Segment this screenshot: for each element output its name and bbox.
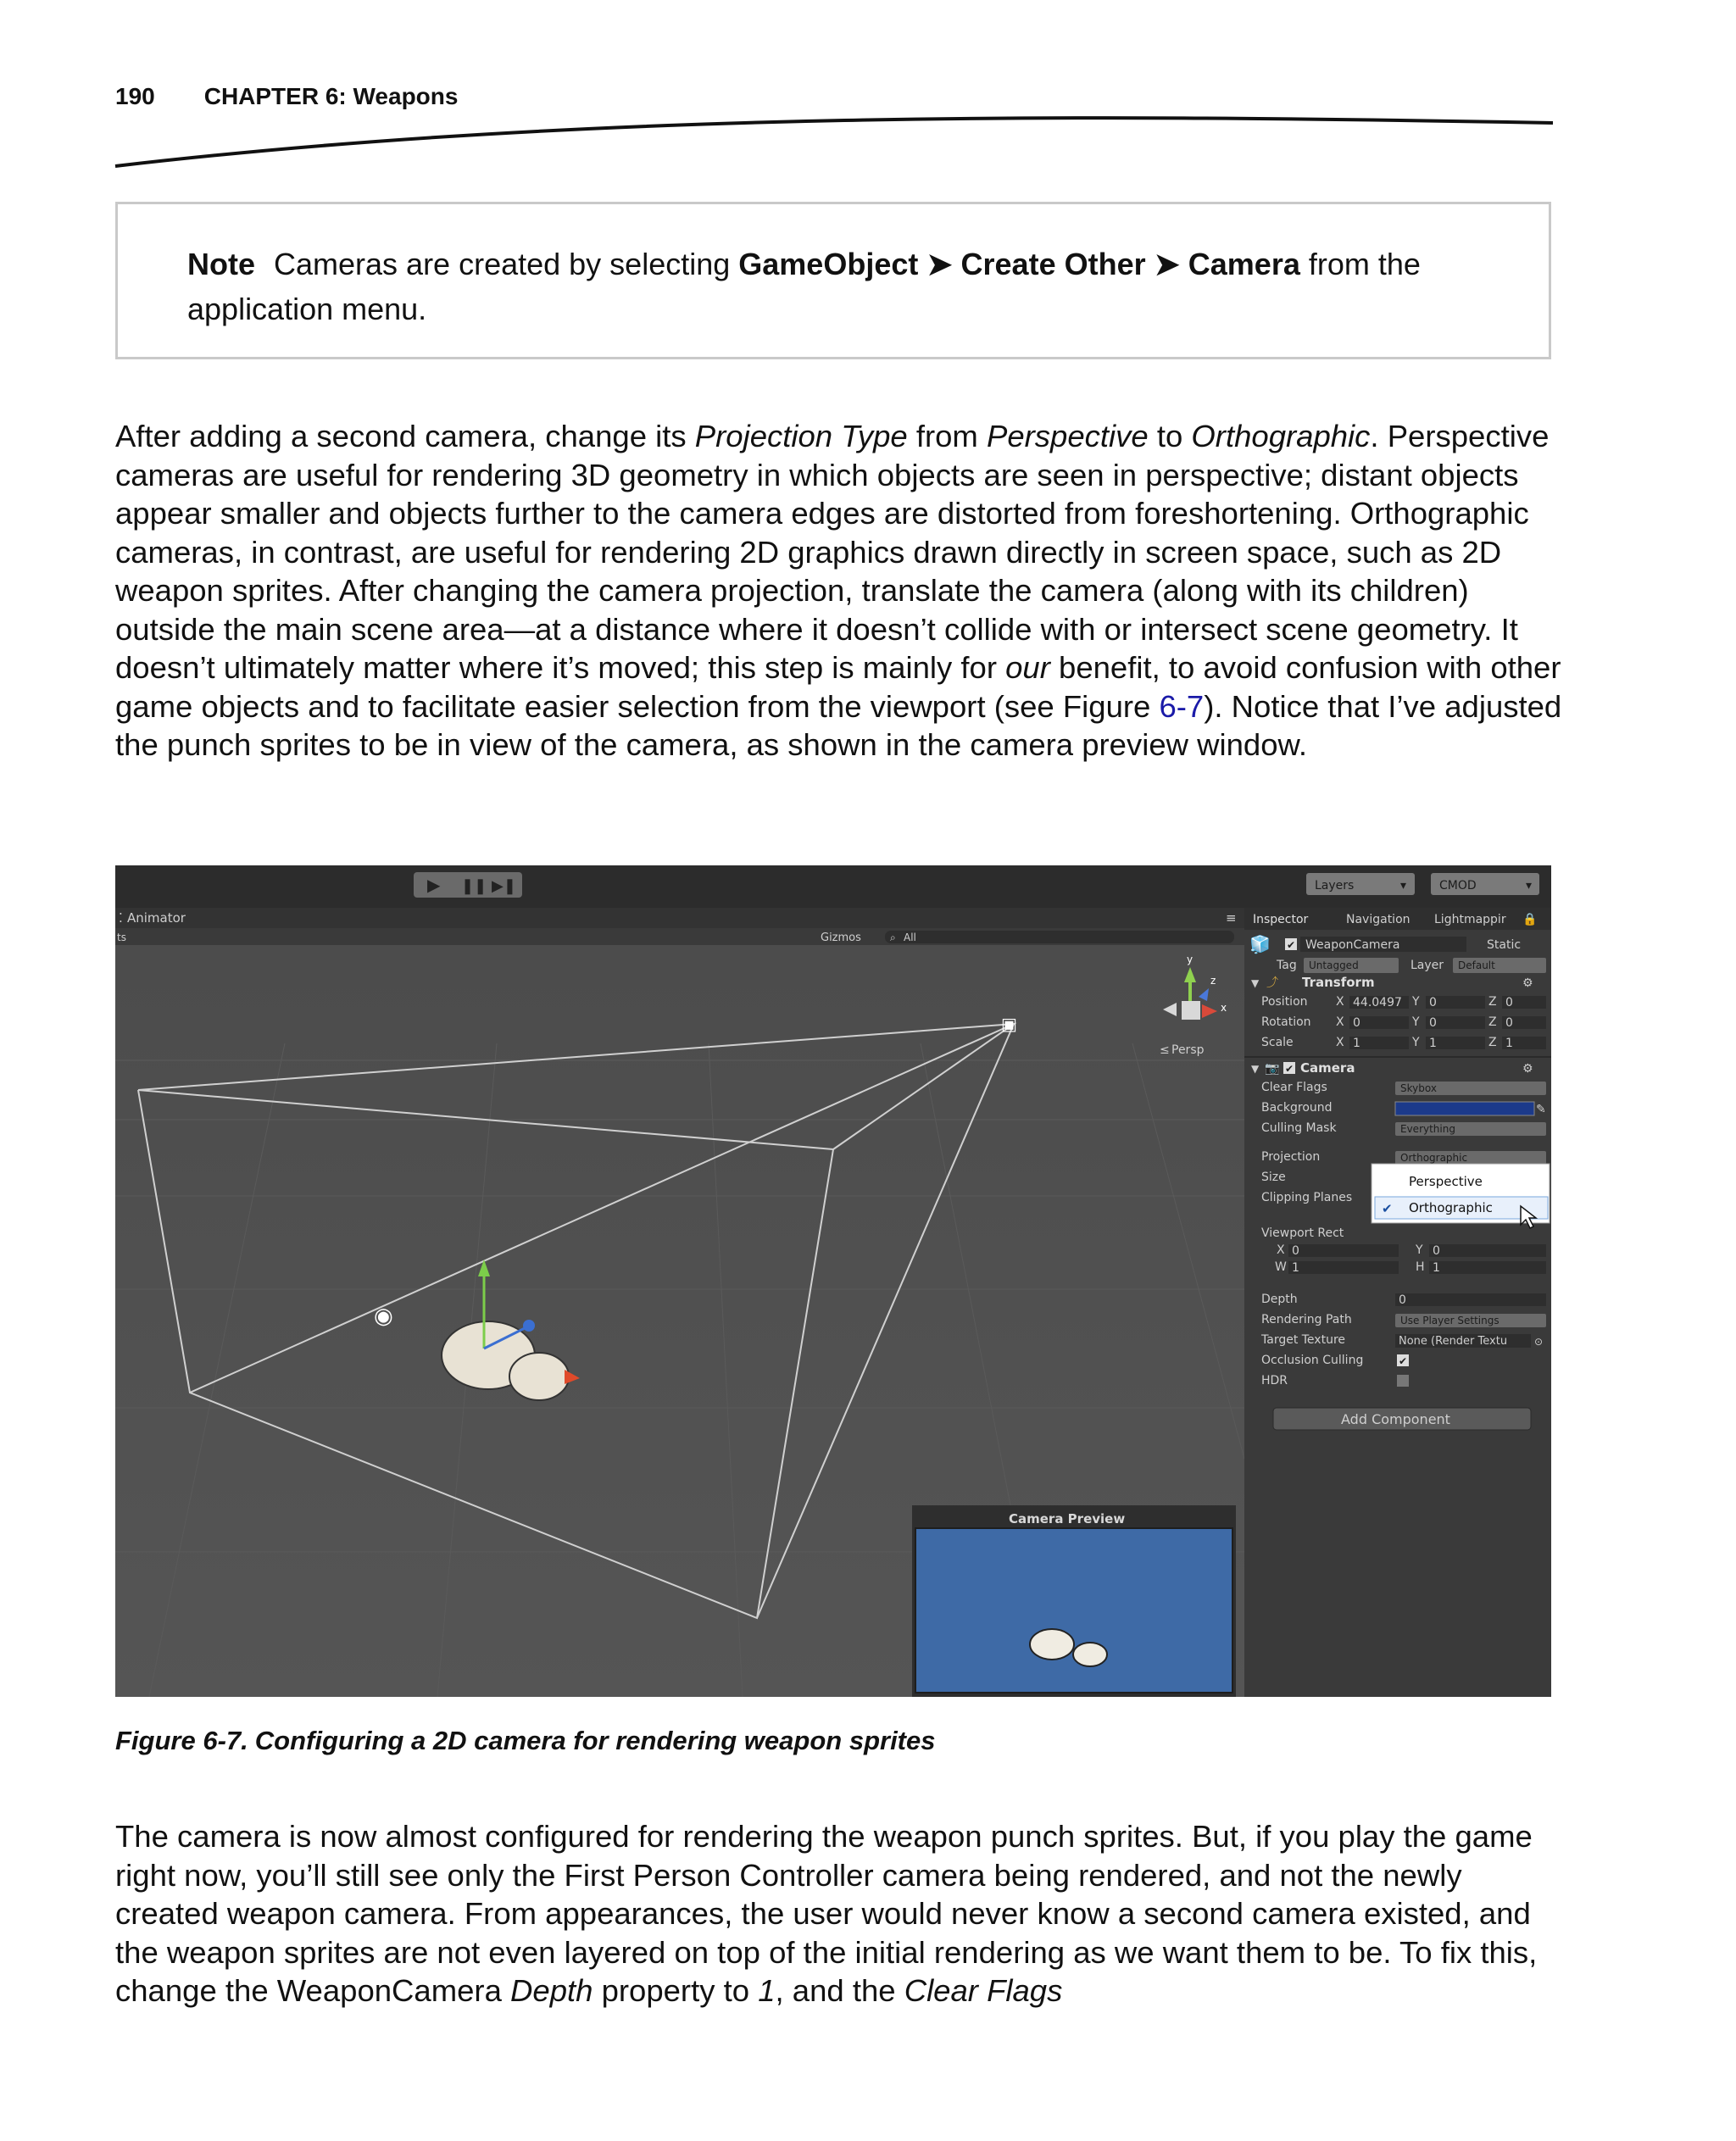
pause-icon[interactable]: ❚❚ <box>461 877 487 894</box>
preview-punch-sprite <box>1073 1643 1107 1666</box>
text-run: to <box>1148 419 1192 453</box>
emphasis: our <box>1005 650 1050 685</box>
play-icon[interactable]: ▶ <box>427 876 441 895</box>
svg-text:Y: Y <box>1412 1015 1420 1029</box>
projection-dropdown-menu <box>1372 1164 1550 1228</box>
persp-arrow-icon: ≤ <box>1160 1043 1170 1057</box>
scene-search-text: All <box>904 931 916 943</box>
step-icon[interactable]: ▶❚ <box>492 877 516 894</box>
object-picker-icon[interactable]: ⊙ <box>1534 1336 1544 1348</box>
dropdown-option-orthographic[interactable]: Orthographic <box>1409 1200 1493 1215</box>
position-y-value: 0 <box>1429 996 1437 1009</box>
text-run: from <box>907 419 987 453</box>
punch-sprite[interactable] <box>509 1353 569 1400</box>
transform-icon: ⤴ <box>1266 976 1278 989</box>
emphasis: 1 <box>758 1973 776 2008</box>
tag-label: Tag <box>1277 959 1297 972</box>
position-x-value: 44.0497 <box>1353 996 1402 1009</box>
header-rule <box>0 0 1736 186</box>
note-box <box>115 202 1551 359</box>
svg-text:Y: Y <box>1416 1243 1423 1257</box>
transform-title: Transform <box>1302 975 1375 990</box>
menu-gameobject: GameObject <box>738 247 919 281</box>
rotation-z-value: 0 <box>1505 1016 1513 1030</box>
foldout-arrow-icon[interactable]: ▼ <box>1251 1063 1260 1075</box>
occlusion-culling-label: Occlusion Culling <box>1261 1354 1364 1367</box>
rotation-y-value: 0 <box>1429 1016 1437 1030</box>
background-color-swatch[interactable] <box>1395 1102 1534 1115</box>
note-text <box>187 242 1459 331</box>
scene-tab-fragment: ts <box>117 931 126 943</box>
depth-label: Depth <box>1261 1293 1298 1306</box>
search-icon: ⌕ <box>890 931 896 943</box>
layer-label: Layer <box>1410 959 1444 972</box>
note-text-before: Cameras are created by selecting <box>274 247 739 281</box>
add-component-label: Add Component <box>1341 1411 1450 1427</box>
camera-title: Camera <box>1300 1060 1355 1076</box>
menu-create-other: Create Other <box>960 247 1146 281</box>
body-paragraph-2 <box>115 1817 1573 2010</box>
layers-dropdown-label: Layers <box>1315 879 1355 893</box>
clear-flags-value: Skybox <box>1400 1082 1437 1094</box>
checkmark-icon: ✔ <box>1285 1063 1294 1075</box>
viewport-w-value: 1 <box>1292 1261 1299 1275</box>
figure-link[interactable]: 6-7 <box>1159 688 1205 724</box>
menu-separator: ➤ <box>918 247 961 281</box>
viewport-h-field[interactable] <box>1429 1261 1546 1274</box>
camera-preview-title: Camera Preview <box>1009 1511 1126 1527</box>
target-texture-label: Target Texture <box>1261 1333 1346 1347</box>
gameobject-icon: 🧊 <box>1249 936 1271 954</box>
background-label: Background <box>1261 1101 1333 1115</box>
svg-text:X: X <box>1336 995 1344 1009</box>
caption-label: Figure 6-7. <box>115 1726 248 1755</box>
gizmos-menu[interactable]: Gizmos <box>821 931 861 944</box>
text-run: After adding a second camera, change its <box>115 419 695 453</box>
lock-icon[interactable]: 🔒 <box>1522 913 1538 926</box>
layer-value: Default <box>1458 959 1495 971</box>
camera-component-icon: 📷 <box>1265 1062 1280 1076</box>
figure-caption <box>115 1726 935 1756</box>
gear-icon[interactable]: ⚙ <box>1522 1062 1533 1076</box>
checkmark-icon: ✔ <box>1287 939 1296 951</box>
tag-value: Untagged <box>1309 959 1359 971</box>
tab-inspector[interactable]: Inspector <box>1253 913 1309 926</box>
svg-text:X: X <box>1336 1036 1344 1049</box>
persp-label[interactable]: Persp <box>1171 1043 1205 1057</box>
culling-mask-label: Culling Mask <box>1261 1121 1337 1135</box>
rotation-label: Rotation <box>1261 1015 1311 1029</box>
unity-editor <box>115 865 1551 1697</box>
culling-mask-value: Everything <box>1400 1123 1455 1135</box>
body-paragraph-1 <box>115 417 1573 765</box>
emphasis: Projection Type <box>694 419 908 453</box>
viewport-y-value: 0 <box>1433 1244 1440 1258</box>
scene-tab-bar <box>115 908 1244 928</box>
emphasis: Perspective <box>986 419 1149 453</box>
dropdown-option-perspective[interactable]: Perspective <box>1409 1174 1483 1189</box>
clear-flags-label: Clear Flags <box>1261 1081 1327 1094</box>
scale-z-value: 1 <box>1505 1037 1513 1050</box>
foldout-arrow-icon[interactable]: ▼ <box>1251 977 1260 989</box>
svg-text:W: W <box>1275 1260 1287 1274</box>
text-run: . Perspective cameras are useful for rendering 3D geometry in which objects are seen in perspective; distant objects appear smaller and objects further to the camera edges are distorted from foreshortening. Orthographic cameras, in contrast, are useful for rendering 2D graphics drawn directly in screen space, such as 2D weapon sprites. After changing the camera projection, translate the camera (along with its children) outside the main scene area—at a distance where it doesn’t collide with or intersect scene geometry. It doesn’t ultimately matter where it’s moved; this step is mainly for <box>115 419 1550 685</box>
depth-value: 0 <box>1399 1293 1406 1307</box>
svg-text:Z: Z <box>1488 995 1497 1009</box>
svg-text:H: H <box>1416 1260 1425 1274</box>
axis-label-x: x <box>1221 1002 1227 1014</box>
emphasis: Clear Flags <box>904 1973 1063 2008</box>
figure-unity-screenshot <box>115 865 1551 1697</box>
emphasis: Orthographic <box>1191 419 1371 453</box>
tab-navigation[interactable]: Navigation <box>1346 913 1410 926</box>
viewport-y-field[interactable] <box>1429 1244 1546 1257</box>
gear-icon[interactable]: ⚙ <box>1522 976 1533 990</box>
scene-search-input[interactable] <box>885 931 1234 943</box>
menu-separator: ➤ <box>1145 247 1188 281</box>
caption-text: Configuring a 2D camera for rendering weapon sprites <box>254 1726 936 1755</box>
static-toggle[interactable]: Static <box>1487 938 1522 952</box>
axis-label-y: y <box>1187 954 1194 965</box>
animator-tab[interactable]: Animator <box>127 910 186 926</box>
checkmark-icon: ✔ <box>1382 1201 1393 1216</box>
eyedropper-icon[interactable]: ✎ <box>1536 1103 1546 1116</box>
clipping-planes-label: Clipping Planes <box>1261 1191 1353 1204</box>
hdr-label: HDR <box>1261 1374 1288 1387</box>
svg-text:X: X <box>1277 1243 1285 1257</box>
camera-gizmo-icon[interactable]: ◉ <box>374 1304 393 1329</box>
position-z-value: 0 <box>1505 996 1513 1009</box>
note-label: Note <box>187 247 255 281</box>
svg-text:X: X <box>1336 1015 1344 1029</box>
axis-label-z: z <box>1210 975 1216 987</box>
viewport-x-value: 0 <box>1292 1244 1299 1258</box>
chevron-down-icon: ▾ <box>1526 879 1533 893</box>
depth-field[interactable] <box>1395 1293 1546 1306</box>
scale-x-value: 1 <box>1353 1037 1360 1050</box>
layout-dropdown-label: CMOD <box>1439 879 1477 893</box>
scale-label: Scale <box>1261 1036 1294 1049</box>
scale-y-value: 1 <box>1429 1037 1437 1050</box>
svg-text:Y: Y <box>1412 1036 1420 1049</box>
z-axis-arrow[interactable] <box>523 1320 535 1332</box>
camera-gizmo-icon[interactable]: ▣ <box>1001 1014 1017 1034</box>
text-run: benefit, to avoid confusion with other game objects and to facilitate easier selection from the viewport (see Figure <box>115 650 1561 724</box>
note-text-after: from the application menu. <box>187 247 1421 326</box>
checkmark-icon: ✔ <box>1399 1355 1408 1367</box>
menu-icon[interactable]: ≡ <box>1226 910 1237 926</box>
rendering-path-value: Use Player Settings <box>1400 1315 1500 1326</box>
page-number: 190 <box>115 83 155 109</box>
camera-preview-image <box>915 1528 1232 1693</box>
projection-value: Orthographic <box>1400 1152 1468 1164</box>
text-run: , and the <box>775 1973 904 2008</box>
rendering-path-label: Rendering Path <box>1261 1313 1352 1326</box>
text-run: The camera is now almost configured for rendering the weapon punch sprites. But, if you play the game right now, you’ll still see only the First Person Controller camera being rendered, and not the newly created weapon camera. From appearances, the user would never know a second camera existed, and the weapon sprites are not even layered on top of the initial rendering as we want them to be. To fix this, change the WeaponCamera <box>115 1819 1538 2008</box>
projection-label: Projection <box>1261 1150 1321 1164</box>
animator-icon: ⁚ <box>119 910 123 926</box>
viewport-x-field[interactable] <box>1288 1244 1399 1257</box>
emphasis: Depth <box>510 1973 593 2008</box>
object-name-text: WeaponCamera <box>1305 938 1400 952</box>
menu-camera: Camera <box>1188 247 1300 281</box>
viewport-h-value: 1 <box>1433 1261 1440 1275</box>
svg-text:Y: Y <box>1412 995 1420 1009</box>
chevron-down-icon: ▾ <box>1400 879 1407 893</box>
hdr-checkbox[interactable] <box>1397 1375 1409 1387</box>
target-texture-value: None (Render Textu <box>1399 1335 1508 1348</box>
viewport-w-field[interactable] <box>1288 1261 1399 1274</box>
svg-text:Z: Z <box>1488 1036 1497 1049</box>
position-label: Position <box>1261 995 1308 1009</box>
preview-punch-sprite <box>1030 1629 1074 1660</box>
rotation-x-value: 0 <box>1353 1016 1360 1030</box>
text-run: property to <box>593 1973 759 2008</box>
tab-lightmapping[interactable]: Lightmappir <box>1434 913 1506 926</box>
viewport-rect-label: Viewport Rect <box>1261 1226 1344 1240</box>
text-run: ). Notice that I’ve adjusted the punch sprites to be in view of the camera, as shown in the camera preview window. <box>115 688 1562 762</box>
size-label: Size <box>1261 1171 1286 1184</box>
svg-text:Z: Z <box>1488 1015 1497 1029</box>
chapter-title: CHAPTER 6: Weapons <box>203 83 459 109</box>
